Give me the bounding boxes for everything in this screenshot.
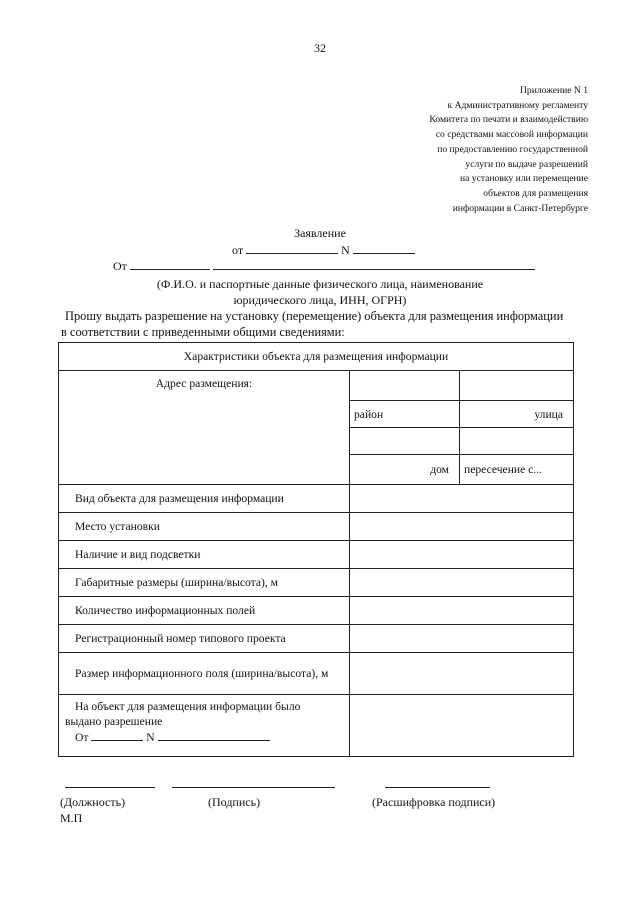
row-lighting: Наличие и вид подсветки	[59, 541, 350, 569]
date-number-line	[232, 242, 415, 258]
appendix-line: по предоставлению государственной	[437, 143, 588, 155]
district-cell[interactable]	[350, 428, 460, 455]
number-field[interactable]	[353, 242, 415, 254]
appendix-line: объектов для размещения	[483, 187, 588, 199]
appendix-line: Комитета по печати и взаимодействию	[429, 114, 588, 126]
value-cell[interactable]	[350, 597, 574, 625]
date-field[interactable]	[246, 242, 338, 254]
appendix-line: информации в Санкт-Петербурге	[452, 202, 588, 214]
page-number: 32	[314, 41, 326, 55]
value-cell[interactable]	[350, 695, 574, 757]
value-cell[interactable]	[350, 569, 574, 597]
number-label: N	[341, 243, 350, 257]
applicant-hint	[0, 276, 640, 308]
row-field-size: Размер информационного поля (ширина/высота), м	[59, 653, 350, 695]
decoding-line[interactable]	[385, 787, 490, 788]
applicant-hint-line: юридического лица, ИНН, ОГРН)	[233, 293, 407, 307]
applicant-label: От	[113, 259, 127, 273]
request-line: Прошу выдать разрешение на установку (перемещение) объекта для размещения информации	[65, 309, 564, 323]
appendix-header	[288, 84, 588, 216]
document-title: Заявление	[294, 226, 346, 240]
district-label: район	[350, 401, 460, 428]
intersection-label: пересечение с...	[460, 455, 574, 485]
request-line: в соответствии с приведенными общими сведениями:	[61, 324, 345, 339]
row-object-type: Вид объекта для размещения информации	[59, 485, 350, 513]
stamp-label: М.П	[60, 811, 83, 825]
signature-line[interactable]	[172, 787, 335, 788]
address-label: Адрес размещения:	[59, 371, 350, 485]
issued-line: выдано разрешение	[65, 715, 163, 728]
date-label: от	[232, 243, 244, 257]
issued-number-label: N	[146, 731, 155, 744]
issued-date-field[interactable]	[91, 729, 143, 741]
row-location: Место установки	[59, 513, 350, 541]
address-cell[interactable]	[460, 371, 574, 401]
issued-date-line	[65, 729, 343, 745]
signature-caption: (Подпись)	[208, 795, 261, 809]
value-cell[interactable]	[350, 653, 574, 695]
street-label: улица	[460, 401, 574, 428]
issued-line: На объект для размещения информации было	[75, 700, 301, 713]
object-details-table	[58, 342, 574, 757]
row-dimensions: Габаритные размеры (ширина/высота), м	[59, 569, 350, 597]
request-text	[61, 309, 605, 340]
row-registration-number: Регистрационный номер типового проекта	[59, 625, 350, 653]
position-line[interactable]	[65, 787, 155, 788]
value-cell[interactable]	[350, 485, 574, 513]
appendix-line: услуги по выдаче разрешений	[465, 158, 588, 170]
applicant-line	[113, 258, 535, 274]
table-header: Характристики объекта для размещения информации	[59, 343, 574, 371]
row-issued-permit	[59, 695, 350, 757]
position-caption: (Должность)	[60, 795, 126, 809]
row-fields-count: Количество информационных полей	[59, 597, 350, 625]
value-cell[interactable]	[350, 625, 574, 653]
issued-number-field[interactable]	[158, 729, 270, 741]
street-cell[interactable]	[460, 428, 574, 455]
value-cell[interactable]	[350, 513, 574, 541]
address-cell[interactable]	[350, 371, 460, 401]
applicant-field-1[interactable]	[130, 258, 210, 270]
appendix-line: Приложение N 1	[519, 85, 588, 96]
applicant-field-2[interactable]	[213, 258, 535, 270]
applicant-hint-line: (Ф.И.О. и паспортные данные физического лица, наименование	[156, 277, 484, 291]
appendix-line: на установку или перемещение	[460, 173, 588, 185]
issued-date-label: От	[75, 731, 89, 744]
appendix-line: к Административному регламенту	[447, 99, 588, 111]
decoding-caption: (Расшифровка подписи)	[372, 795, 496, 809]
house-label: дом	[350, 455, 460, 485]
appendix-line: со средствами массовой информации	[435, 129, 588, 141]
value-cell[interactable]	[350, 541, 574, 569]
